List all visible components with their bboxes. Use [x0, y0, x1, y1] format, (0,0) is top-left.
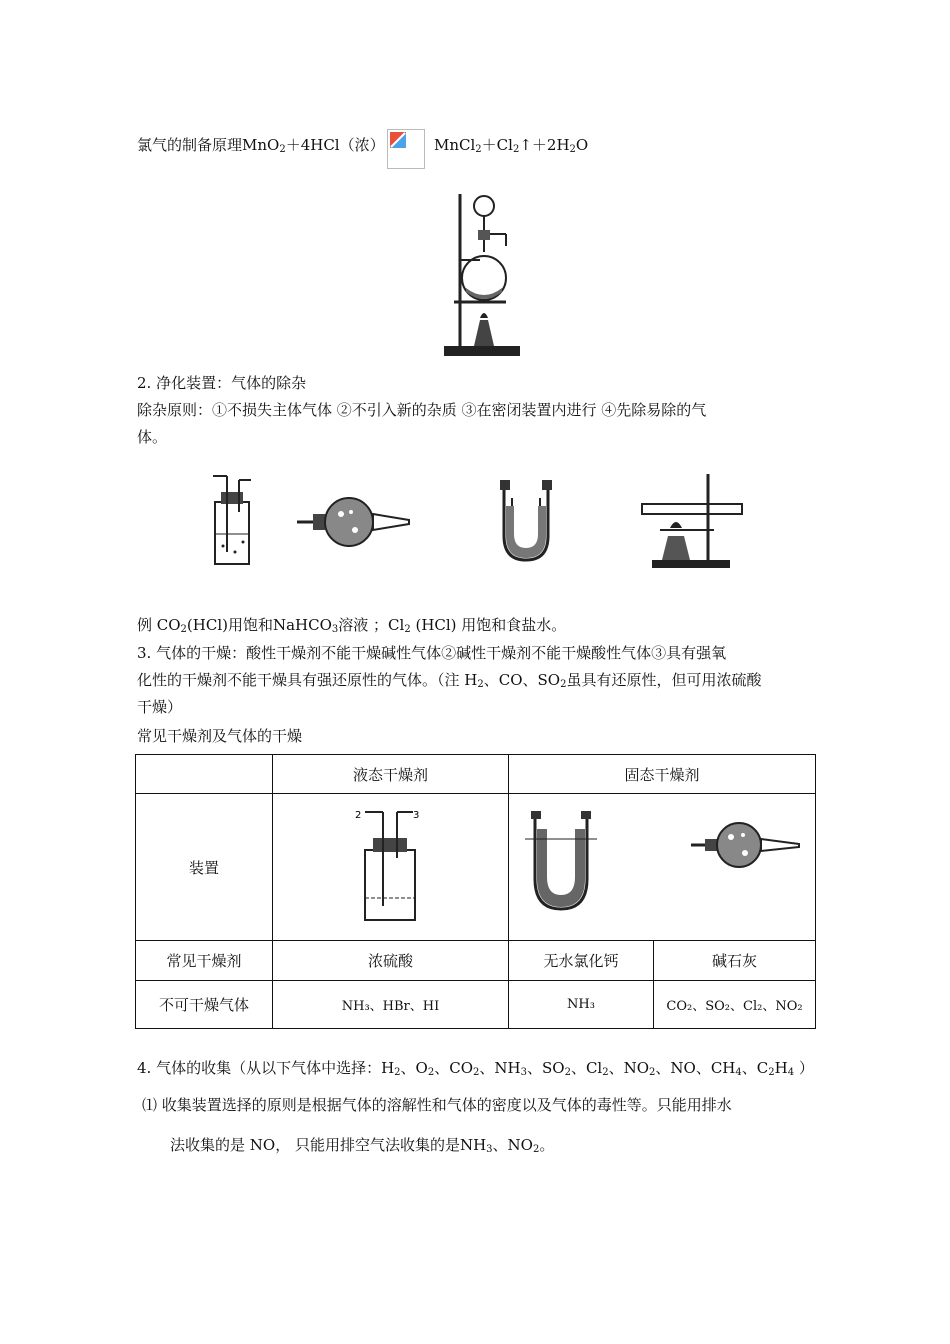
section-2-heading: 2. 净化装置：气体的除杂	[137, 374, 307, 392]
solid-desiccant-name-1: 无水氯化钙	[509, 941, 654, 981]
drying-principle-line3: 干燥）	[137, 698, 183, 716]
drying-principle-line2: 化性的干燥剂不能干燥具有强还原性的气体。（注 $H_2$、CO、$SO_2$虽具有还原性，但可用浓硫酸	[137, 671, 762, 690]
header-liquid-desiccant: 液态干燥剂	[273, 755, 509, 794]
solid-desiccant-name-2: 碱石灰	[654, 941, 816, 981]
heating-condition-icon	[387, 129, 425, 169]
u-tube-drying-figure	[525, 811, 597, 909]
drying-principle-line1: 3. 气体的干燥：酸性干燥剂不能干燥碱性气体②碱性干燥剂不能干燥酸性气体③具有强氧	[137, 644, 727, 662]
gas-washing-bottle-figure	[205, 472, 277, 568]
chlorine-generator-apparatus	[440, 190, 524, 358]
drying-ball-figure	[691, 823, 799, 867]
solid-desiccant-figures	[515, 809, 815, 921]
collection-principle-line1: ⑴ 收集装置选择的原则是根据气体的溶解性和气体的密度以及气体的毒性等。只能用排水	[142, 1096, 732, 1114]
row-label-device: 装置	[136, 794, 273, 941]
bottle-label-2: 2	[354, 810, 361, 821]
drying-tube-figure	[295, 490, 413, 554]
row-label-cannot-dry: 不可干燥气体	[136, 981, 273, 1029]
sulfuric-acid-bottle-figure	[351, 806, 431, 924]
table-caption: 常见干燥剂及气体的干燥	[137, 727, 303, 745]
liquid-desiccant-name: 浓硫酸	[273, 941, 509, 981]
reaction-products: $MnCl_2+Cl_2↑+2H_2O$	[434, 136, 589, 155]
table-corner-cell	[136, 755, 273, 794]
solid-cannot-dry-gases-2: CO₂、SO₂、Cl₂、NO₂	[654, 981, 816, 1029]
desiccant-table	[135, 754, 816, 1029]
purification-principle-line2: 体。	[137, 428, 168, 446]
bottle-label-3: 3	[412, 810, 419, 821]
purification-example: 例 $CO_2(HCl)$用饱和NaHCO$_3$溶液 ；$Cl_2$ (HCl) 用饱和食盐水。	[137, 616, 567, 635]
header-solid-desiccant: 固态干燥剂	[509, 755, 816, 794]
row-label-common-desiccant: 常见干燥剂	[136, 941, 273, 981]
reaction-equation: 氯气的制备原理MnO$_2$＋4HCl（浓）	[137, 136, 385, 155]
liquid-device-cell	[273, 794, 509, 941]
solid-device-cell	[509, 794, 816, 941]
heated-tube-figure	[636, 470, 748, 572]
collection-principle-line2: 法收集的是 NO， 只能用排空气法收集的是$NH_3$、$NO_2$。	[170, 1136, 555, 1155]
section-4-heading: 4. 气体的收集（从以下气体中选择：$H_2$、$O_2$、$CO_2$、$NH_3$、$SO_2$、$Cl_2$、$NO_2$、NO、$CH_4$、$C_2H_4$ ）	[137, 1059, 814, 1078]
purification-principle-line1: 除杂原则：①不损失主体气体 ②不引入新的杂质 ③在密闭装置内进行 ④先除易除的气	[137, 401, 707, 419]
liquid-cannot-dry-gases: NH₃、HBr、HI	[273, 981, 509, 1029]
solid-cannot-dry-gases-1: NH₃	[509, 981, 654, 1029]
u-tube-figure	[494, 476, 558, 566]
